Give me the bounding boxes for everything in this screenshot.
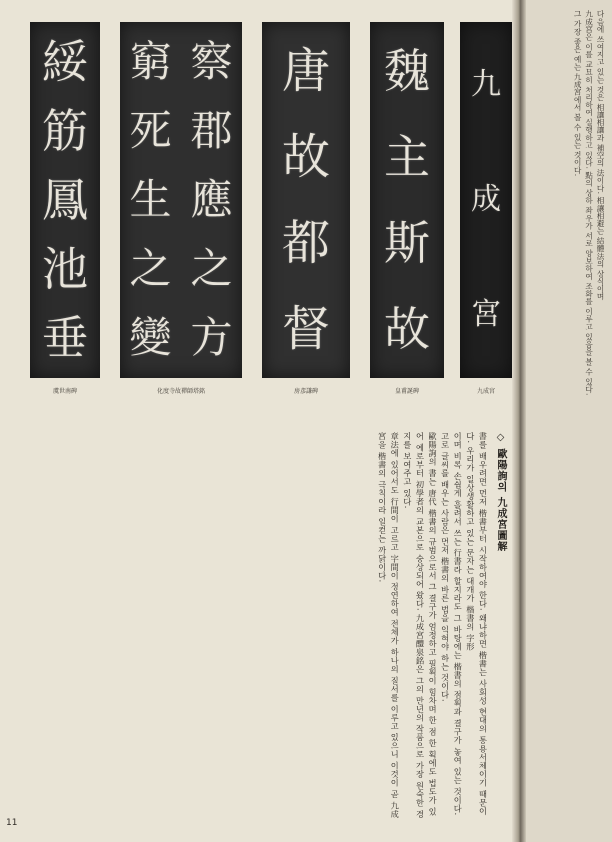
rubbing-caption-3: 房彥謙碑 bbox=[293, 388, 318, 395]
paragraph: 九成宮은 이를 교묘히 처리하여 실행하고 있다. 點의 상하 좌우가 서로 양보하여 조화를 이루고 있음을 볼 수 있다. bbox=[584, 10, 594, 396]
rubbing-column bbox=[384, 28, 430, 372]
rubbing-column bbox=[42, 28, 88, 372]
calligraphy-glyph: 唐 bbox=[281, 43, 330, 99]
calligraphy-glyph: 筋 bbox=[42, 104, 88, 159]
section-title: ◇ 歐陽詢의 九成宮圖解 bbox=[495, 432, 506, 552]
calligraphy-glyph: 都 bbox=[281, 215, 330, 271]
rubbing-caption-1: 虞世南碑 bbox=[52, 388, 77, 395]
rubbing-column bbox=[190, 28, 232, 372]
rubbing-column bbox=[282, 28, 330, 372]
calligraphy-glyph: 故 bbox=[281, 129, 330, 185]
rubbing-caption-4: 皇甫誕碑 bbox=[394, 388, 419, 395]
calligraphy-glyph: 之 bbox=[129, 243, 172, 293]
rubbing-column bbox=[129, 28, 171, 372]
paragraph: 歐陽詢의 書는 唐代 楷書의 규범으로서 그 결구가 엄정하고 필획이 힘차며 한 점 한 획에도 법도가 있어 예로부터 初學者의 교본으로 숭상되어 왔다. 九成宮醴泉銘은 그의 만년의 작품으로 가장 원숙한 경지를 보여주고 있다. bbox=[402, 432, 439, 819]
calligraphy-glyph: 之 bbox=[190, 243, 233, 293]
paragraph: 다음에 쓰여지고 있는 것은 相讓相讓과 補空의 法이다. 相讓相避는 結體法의 상식이며 bbox=[596, 10, 605, 301]
rubbing-2 bbox=[120, 22, 242, 378]
calligraphy-glyph: 生 bbox=[129, 174, 172, 224]
calligraphy-glyph: 垂 bbox=[42, 310, 88, 365]
calligraphy-glyph: 斯 bbox=[384, 216, 430, 270]
calligraphy-glyph: 窮 bbox=[129, 37, 172, 87]
paragraph: 章法에 있어서도 行間이 고르고 字間이 정연하여 전체가 하나의 질서를 이루고 있으니 이것이 곧 九成宮을 楷書의 극칙이라 일컫는 까닭이다. bbox=[377, 432, 401, 819]
rubbing-5 bbox=[460, 22, 512, 378]
calligraphy-glyph: 魏 bbox=[384, 44, 430, 98]
facing-page-text bbox=[532, 10, 606, 830]
rubbing-3 bbox=[262, 22, 350, 378]
calligraphy-glyph: 方 bbox=[190, 312, 233, 362]
calligraphy-glyph: 鳳 bbox=[42, 172, 88, 227]
paragraph: 그 가장 좋은 예는 九成宮에서 볼 수 있는 것이다. bbox=[573, 10, 583, 177]
rubbing-1 bbox=[30, 22, 100, 378]
calligraphy-glyph: 郡 bbox=[190, 106, 233, 156]
paragraph: 이며 비록 손쉽게 흘려서 쓰는 行書라 할지라도 그 바탕에는 楷書의 점획과 결구가 놓여 있는 것이다. 고로 글씨를 배우는 사람은 먼저 楷書의 바른 법을 익혀야 하는 것이다. bbox=[440, 432, 464, 816]
page-number: 11 bbox=[6, 818, 18, 828]
book-gutter bbox=[512, 0, 526, 842]
rubbing-caption-2: 化度寺故禪師塔銘 bbox=[156, 388, 205, 395]
calligraphy-glyph: 察 bbox=[190, 37, 233, 87]
article-body bbox=[40, 432, 510, 822]
calligraphy-glyph: 九 bbox=[471, 67, 501, 103]
calligraphy-glyph: 主 bbox=[384, 130, 430, 184]
calligraphy-glyph: 宮 bbox=[471, 296, 501, 332]
calligraphy-glyph: 池 bbox=[42, 241, 88, 296]
rubbing-caption-5: 九成宮 bbox=[476, 388, 495, 395]
calligraphy-glyph: 應 bbox=[190, 174, 233, 224]
rubbing-column bbox=[471, 28, 501, 372]
calligraphy-glyph: 死 bbox=[129, 106, 172, 156]
paragraph: 書를 배우려면 먼저 楷書부터 시작하여야 한다. 왜냐하면 楷書는 사회성 현대의 통용서체이기 때문이다. 우리가 일상생활하고 있는 문자는 대개가 楷書의 字形 bbox=[465, 432, 489, 816]
calligraphy-glyph: 綏 bbox=[42, 35, 88, 90]
rubbing-4 bbox=[370, 22, 444, 378]
calligraphy-glyph: 督 bbox=[281, 301, 330, 357]
facing-page bbox=[526, 0, 612, 842]
calligraphy-glyph: 故 bbox=[384, 302, 430, 356]
calligraphy-glyph: 變 bbox=[129, 312, 172, 362]
calligraphy-glyph: 成 bbox=[471, 181, 501, 217]
